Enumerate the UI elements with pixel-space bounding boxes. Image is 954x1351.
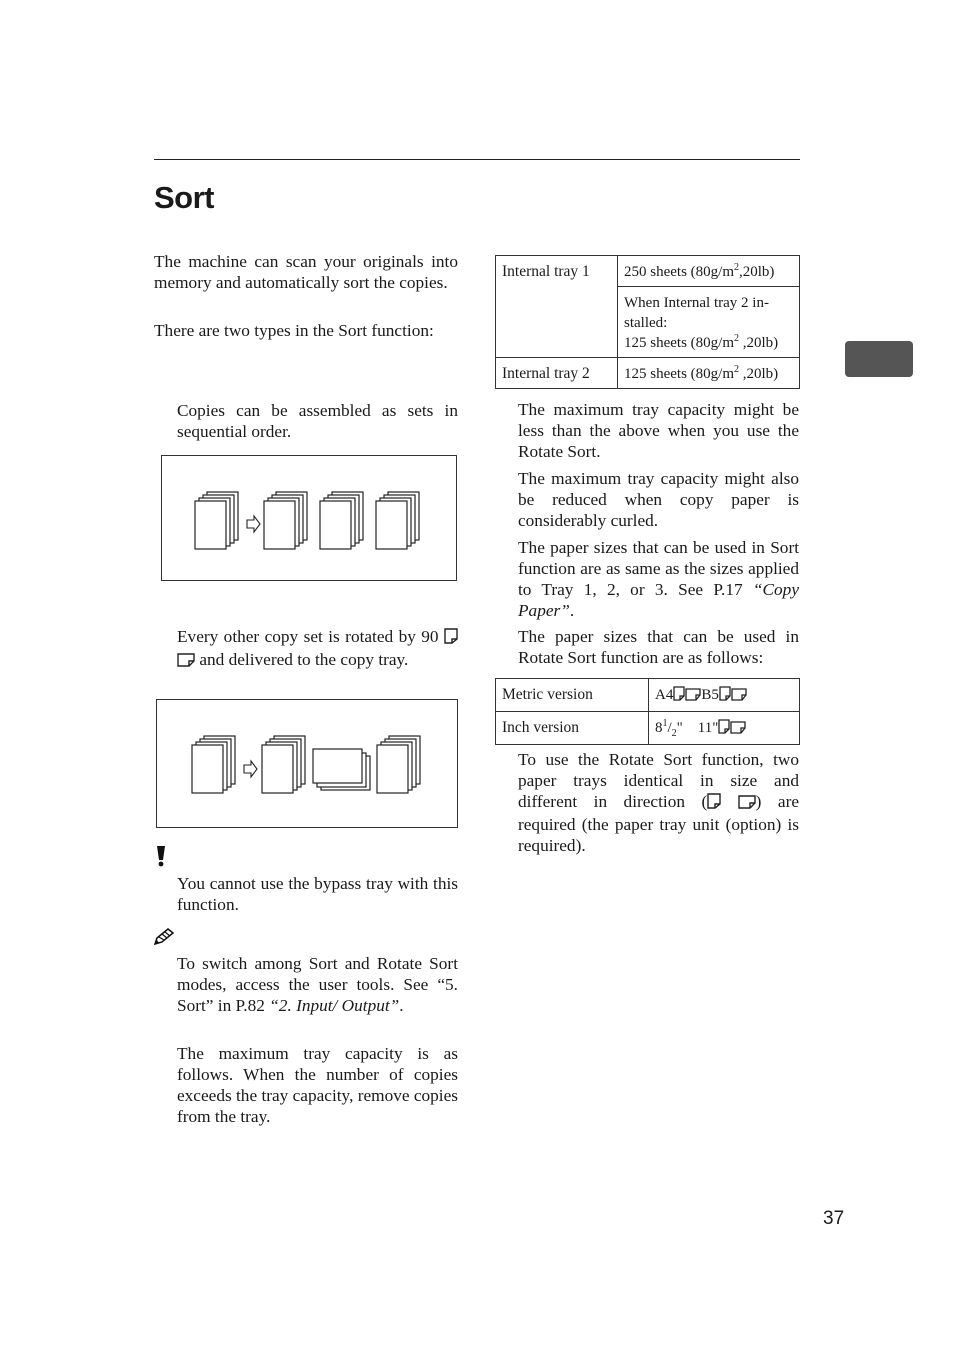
right-paragraph-3 [518, 537, 799, 621]
tray1-b-unit: ,20lb) [739, 335, 779, 351]
metric-sizes [649, 679, 800, 712]
note-user-tools-end: . [399, 996, 404, 1015]
table-row [496, 358, 800, 389]
tray2-capacity [618, 358, 800, 389]
paper-portrait-icon [707, 793, 721, 814]
paper-landscape-icon [738, 793, 756, 814]
tray1-capacity-unit: ,20lb) [739, 264, 775, 280]
paper-portrait-icon [719, 686, 731, 707]
note-user-tools-text: To switch among Sort and Rotate Sort modes, access the user tools. See “5. Sort” in P.82 [177, 954, 458, 1015]
metric-b5: B5 [701, 687, 719, 703]
right-paragraph-5-text-1: To use the Rotate Sort function, two paper trays identical in size and different in direction ( [518, 750, 799, 811]
tray1-b-line2: stalled: [624, 315, 668, 331]
tray1-capacity-sup: 2 [734, 262, 739, 273]
rotate-sort-description [177, 626, 458, 672]
sort-illustration [161, 455, 457, 581]
paper-portrait-icon [444, 628, 458, 649]
header-rule [154, 159, 800, 160]
outline-arrow-icon [244, 761, 257, 777]
inch-label: Inch version [496, 712, 649, 745]
tray1-capacity-text: 250 sheets (80g/m [624, 264, 734, 280]
note-tray-capacity: The maximum tray capacity is as follows. When the number of copies exceeds the tray capacity, remove copies from the tray. [177, 1044, 458, 1126]
exclamation-bulb-icon [153, 845, 169, 872]
sort-description: Copies can be assembled as sets in sequential order. [177, 401, 458, 441]
tray1-capacity-with-tray2 [618, 287, 800, 358]
input-output-link[interactable]: “2. Input/ Output” [269, 996, 400, 1015]
rotate-desc-text-1: Every other copy set is rotated by 90 [177, 627, 439, 646]
right-paragraph-5 [518, 749, 799, 856]
inch-frac-num: 1 [662, 718, 668, 729]
right-paragraph-4: The paper sizes that can be used in Rotate Sort function are as follows: [518, 627, 799, 667]
right-paragraph-3-end: . [569, 601, 575, 620]
rotate-desc-text-2: and delivered to the copy tray. [199, 650, 409, 669]
table-row [496, 712, 800, 745]
paper-landscape-icon [730, 720, 746, 740]
tray2-capacity-sup: 2 [734, 364, 739, 375]
right-paragraph-5-text-2: ) are required (the paper tray unit (option) is required). [518, 792, 799, 855]
metric-label: Metric version [496, 679, 649, 712]
right-paragraph-1: The maximum tray capacity might be less than the above when you use the Rotate Sort. [518, 400, 799, 461]
tray1-label: Internal tray 1 [496, 256, 618, 358]
paper-landscape-icon [685, 687, 701, 707]
paper-landscape-icon [731, 687, 747, 707]
page-number: 37 [823, 1208, 845, 1229]
table-row [496, 679, 800, 712]
paper-portrait-icon [718, 719, 730, 740]
right-paragraph-2: The maximum tray capacity might also be reduced when copy paper is considerably curled. [518, 469, 799, 530]
tray2-capacity-text: 125 sheets (80g/m [624, 366, 734, 382]
important-note: You cannot use the bypass tray with this function. [177, 874, 458, 914]
table-row [496, 256, 800, 287]
outline-arrow-icon [247, 516, 260, 532]
tray1-capacity [618, 256, 800, 287]
inch-whole: 8 [655, 720, 663, 736]
right-paragraph-3-text: The paper sizes that can be used in Sort function are as same as the sizes applied to Tray 1, 2, or 3. See P.17 [518, 538, 799, 599]
paper-landscape-icon [177, 651, 195, 672]
pencil-note-icon [153, 927, 175, 952]
paper-size-table [495, 678, 800, 745]
tray2-label: Internal tray 2 [496, 358, 618, 389]
intro-paragraph-1: The machine can scan your originals into memory and automatically sort the copies. [154, 252, 458, 292]
inch-rest: " 11" [676, 720, 719, 736]
inch-sizes: $8^1/_2$" 11" [649, 712, 800, 745]
tray1-b-line1: When Internal tray 2 in- [624, 295, 769, 311]
paper-portrait-icon [673, 686, 685, 707]
chapter-tab [845, 341, 913, 377]
tray1-b-text: 125 sheets (80g/m [624, 335, 734, 351]
copy-paper-link[interactable]: “Copy Paper” [518, 580, 799, 620]
metric-a4: A4 [655, 687, 674, 703]
tray1-b-sup: 2 [734, 333, 739, 344]
rotate-sort-illustration [156, 699, 458, 828]
intro-paragraph-2: There are two types in the Sort function: [154, 321, 434, 340]
page-title: Sort [154, 180, 214, 215]
tray-capacity-table [495, 255, 800, 389]
tray2-capacity-unit: ,20lb) [739, 366, 779, 382]
note-user-tools [177, 953, 458, 1016]
inch-frac-den: 2 [671, 728, 677, 739]
